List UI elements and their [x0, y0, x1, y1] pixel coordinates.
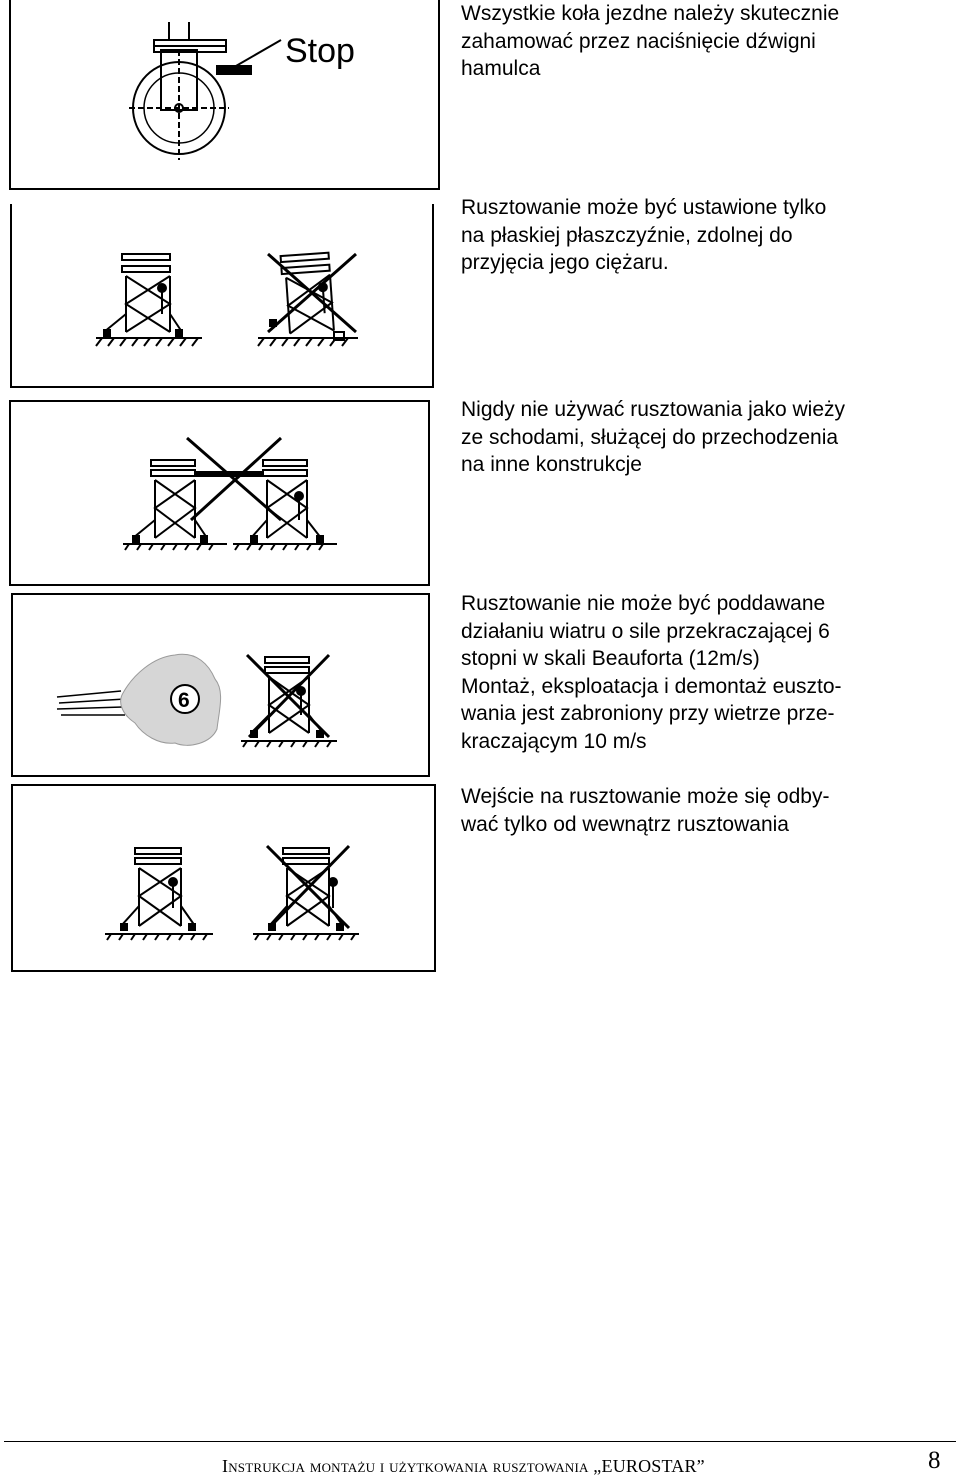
footer-title: Instrukcja montażu i użytkowania rusztowania „EUROSTAR”: [222, 1456, 705, 1476]
figure-wheel-brake: [9, 0, 440, 190]
no-bridging-instruction-text: [461, 396, 903, 479]
flat-surface-instruction-text: [461, 194, 903, 277]
text-line: hamulca: [461, 57, 541, 80]
footer-divider: [4, 1441, 956, 1442]
text-line: ze schodami, służącej do przechodzenia: [461, 425, 839, 449]
text-line: działaniu wiatru o sile przekraczającej 6: [461, 619, 830, 643]
scaffold-entry-outside-icon: [253, 846, 359, 940]
text-line: zahamować przez naciśnięcie dźwigni: [461, 29, 816, 53]
stop-label: Stop: [285, 32, 355, 70]
text-line: na płaskiej płaszczyźnie, zdolnej do: [461, 223, 793, 247]
scaffold-tilted-icon: [258, 253, 358, 346]
beaufort-number: 6: [178, 689, 190, 712]
wind-instruction-text: [461, 590, 903, 755]
text-line: Rusztowanie może być ustawione tylko: [461, 196, 827, 219]
brake-instruction-text: [461, 0, 903, 83]
text-line: na inne konstrukcje: [461, 453, 642, 476]
figure-no-bridging: [9, 400, 430, 586]
scaffold-entry-inside-icon: [105, 848, 213, 940]
text-line: Montaż, eksploatacja i demontaż euszto-: [461, 674, 842, 698]
wind-lines-icon: [57, 691, 125, 715]
entry-instruction-text: [461, 783, 903, 838]
text-line: Nigdy nie używać rusztowania jako wieży: [461, 398, 845, 421]
text-line: przyjęcia jego ciężaru.: [461, 251, 669, 274]
figure-flat-surface: [10, 204, 434, 388]
page-number: 8: [928, 1447, 941, 1474]
scaffold-pair-bridged-icon: [123, 438, 337, 550]
text-line: Wejście na rusztowanie może się odby-: [461, 785, 830, 808]
text-line: wania jest zabroniony przy wietrze prze-: [461, 702, 835, 725]
text-line: Rusztowanie nie może być poddawane: [461, 592, 826, 615]
figure-entry-inside: [11, 784, 436, 972]
text-line: Wszystkie koła jezdne należy skutecznie: [461, 2, 840, 25]
caster-wheel-icon: [129, 22, 281, 160]
scaffold-upright-icon: [96, 254, 202, 346]
scaffold-crossed-icon: [241, 655, 337, 747]
text-line: stopni w skali Beauforta (12m/s): [461, 647, 760, 670]
text-line: wać tylko od wewnątrz rusztowania: [461, 812, 789, 836]
figure-wind-limit: [11, 593, 430, 777]
text-line: kraczającym 10 m/s: [461, 729, 647, 753]
